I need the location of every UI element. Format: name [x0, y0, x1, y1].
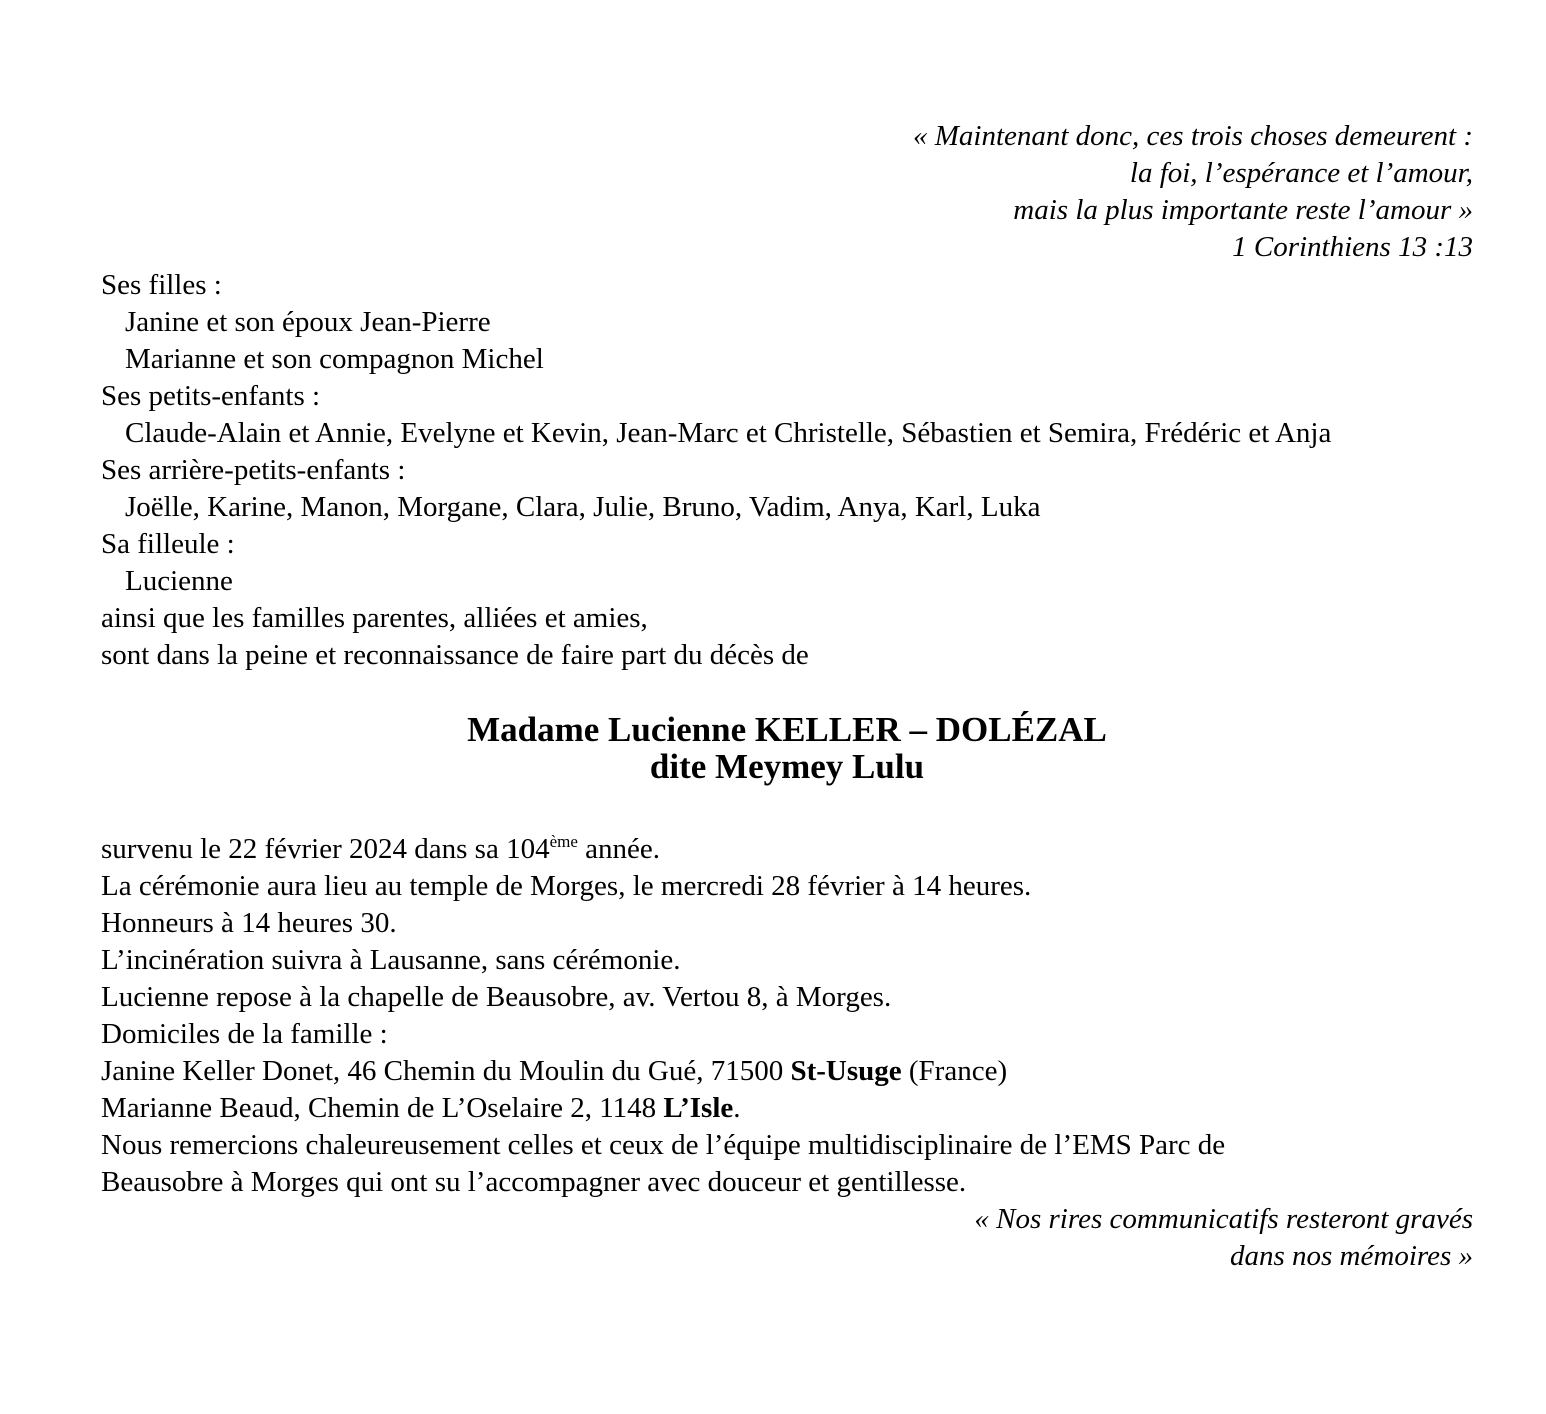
ordinal-suffix: ème [549, 832, 578, 851]
epigraph-reference: 1 Corinthiens 13 :13 [1232, 231, 1473, 263]
deceased-nickname: dite Meymey Lulu [649, 747, 925, 786]
grandchildren-label: Ses petits-enfants : [101, 380, 321, 412]
epigraph-line: « Maintenant donc, ces trois choses demeurent : [912, 120, 1473, 152]
domicile-city: St-Usuge [790, 1055, 902, 1087]
thanks-line: Beausobre à Morges qui ont su l’accompagner avec douceur et gentillesse. [101, 1166, 967, 1198]
domicile-address [101, 1053, 1473, 1090]
daughter-entry: Marianne et son compagnon Michel [125, 343, 544, 375]
domicile-end: . [733, 1092, 741, 1124]
ceremony-details [101, 831, 1473, 1275]
deceased-name: Madame Lucienne KELLER – DOLÉZAL [467, 710, 1107, 749]
deceased-name-block [101, 711, 1473, 785]
domicile-street: Janine Keller Donet, 46 Chemin du Moulin du Gué, 71500 [101, 1055, 791, 1087]
epigraph-line: mais la plus importante reste l’amour » [1013, 194, 1473, 226]
daughter-entry: Janine et son époux Jean-Pierre [125, 306, 491, 338]
domicile-address [101, 1090, 1473, 1127]
family-list [101, 267, 1473, 674]
goddaughter-name: Lucienne [125, 565, 233, 597]
epigraph-quote [101, 118, 1473, 266]
death-date-text: survenu le 22 février 2024 dans sa 104 [101, 833, 550, 865]
cremation-info: L’incinération suivra à Lausanne, sans cérémonie. [101, 944, 681, 976]
grandchildren-names: Claude-Alain et Annie, Evelyne et Kevin, Jean-Marc et Christelle, Sébastien et Semira, Frédéric et Anja [125, 417, 1332, 449]
honours-info: Honneurs à 14 heures 30. [101, 907, 397, 939]
death-date-end: année. [577, 833, 661, 865]
goddaughter-label: Sa filleule : [101, 528, 235, 560]
ceremony-info: La cérémonie aura lieu au temple de Morges, le mercredi 28 février à 14 heures. [101, 870, 1032, 902]
domiciles-label: Domiciles de la famille : [101, 1018, 388, 1050]
rest-info: Lucienne repose à la chapelle de Beausobre, av. Vertou 8, à Morges. [101, 981, 892, 1013]
closing-quote-line: dans nos mémoires » [1229, 1240, 1473, 1272]
great-grandchildren-names: Joëlle, Karine, Manon, Morgane, Clara, Julie, Bruno, Vadim, Anya, Karl, Luka [125, 491, 1041, 523]
great-grandchildren-label: Ses arrière-petits-enfants : [101, 454, 406, 486]
domicile-city: L’Isle [663, 1092, 734, 1124]
domicile-country: (France) [901, 1055, 1008, 1087]
domicile-street: Marianne Beaud, Chemin de L’Oselaire 2, 1148 [101, 1092, 664, 1124]
death-date [101, 831, 1473, 868]
thanks-line: Nous remercions chaleureusement celles et ceux de l’équipe multidisciplinaire de l’EMS Parc de [101, 1129, 1226, 1161]
closing-quote-line: « Nos rires communicatifs resteront gravés [974, 1203, 1473, 1235]
epigraph-line: la foi, l’espérance et l’amour, [1129, 157, 1473, 189]
announcement-text: sont dans la peine et reconnaissance de faire part du décès de [101, 639, 809, 671]
daughters-label: Ses filles : [101, 269, 222, 301]
extended-family: ainsi que les familles parentes, alliées et amies, [101, 602, 648, 634]
